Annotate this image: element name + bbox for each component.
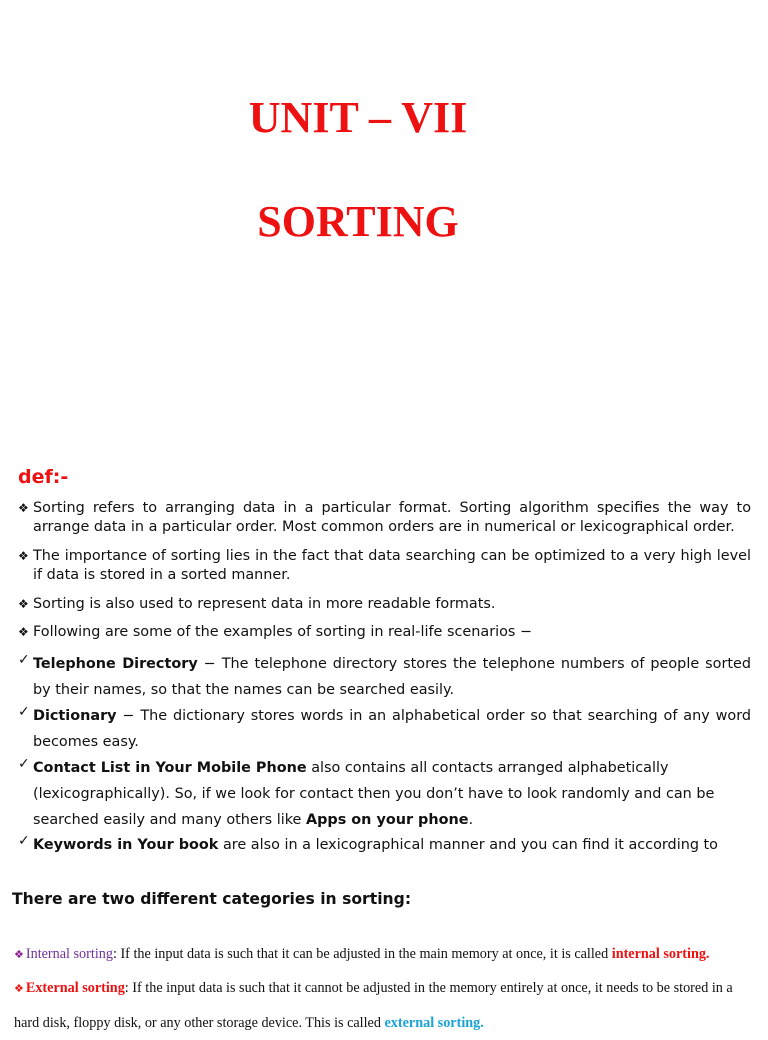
definition-label: def:- (18, 466, 69, 488)
example-term: Keywords in Your book (33, 837, 219, 853)
example-item (18, 755, 751, 833)
example-term: Dictionary (33, 708, 117, 724)
example-tail: . (468, 812, 474, 828)
bullet-item (18, 595, 751, 614)
example-item (18, 703, 751, 755)
bullet-item (18, 623, 751, 642)
example-term-apps: Apps on your phone (305, 812, 469, 828)
example-item (18, 835, 751, 858)
checkmark-icon: ✓ (18, 756, 30, 772)
category-external (14, 971, 752, 1040)
example-text: are also in a lexicographical manner and you can find it according to (218, 837, 718, 853)
checkmark-icon: ✓ (18, 835, 30, 849)
example-term: Contact List in Your Mobile Phone (33, 760, 307, 776)
example-text: − The dictionary stores words in an alphabetical order so that searching of any word becomes easy. (33, 708, 751, 750)
example-term: Telephone Directory (33, 656, 198, 672)
bullet-text: Sorting refers to arranging data in a particular format. Sorting algorithm specifies the way to arrange data in a particular order. Most common orders are in numerical or lexicographical order. (33, 500, 751, 535)
diamond-bullet-icon: ❖ (18, 625, 29, 639)
checkmark-icon: ✓ (18, 652, 30, 668)
internal-emph: internal sorting. (611, 946, 710, 962)
example-item (18, 651, 751, 703)
internal-term: Internal sorting (25, 946, 113, 962)
example-text: also contains all contacts arranged alphabetically (lexicographically). So, if we look for contact then you don’t have to look randomly and can be searched easily and many others like (33, 760, 715, 828)
bullet-text: Sorting is also used to represent data in more readable formats. (33, 596, 496, 612)
category-internal (14, 937, 752, 972)
diamond-bullet-icon: ❖ (18, 549, 29, 563)
page-title: SORTING (257, 197, 459, 246)
internal-text: : If the input data is such that it can be adjusted in the main memory at once, it is called (112, 946, 612, 962)
diamond-bullet-icon: ❖ (18, 597, 29, 611)
diamond-bullet-icon: ❖ (18, 501, 29, 515)
external-term: External sorting (25, 980, 125, 996)
bullet-item (18, 547, 751, 585)
bullet-text: The importance of sorting lies in the fact that data searching can be optimized to a very high level if data is stored in a sorted manner. (33, 548, 751, 583)
bullet-item (18, 499, 751, 537)
diamond-bullet-icon: ❖ (14, 983, 24, 995)
categories-heading: There are two different categories in sorting: (12, 890, 412, 908)
checkmark-icon: ✓ (18, 704, 30, 720)
bullet-text: Following are some of the examples of sorting in real-life scenarios − (33, 624, 533, 640)
external-emph: external sorting. (384, 1015, 484, 1031)
example-clip (0, 835, 768, 861)
example-text: − The telephone directory stores the telephone numbers of people sorted by their names, so that the names can be searched easily. (33, 656, 751, 698)
external-text: : If the input data is such that it cannot be adjusted in the memory entirely at once, it needs to be stored in a hard disk, floppy disk, or any other storage device. This is called (14, 980, 733, 1031)
diamond-bullet-icon: ❖ (14, 949, 24, 961)
unit-title: UNIT – VII (248, 93, 468, 142)
